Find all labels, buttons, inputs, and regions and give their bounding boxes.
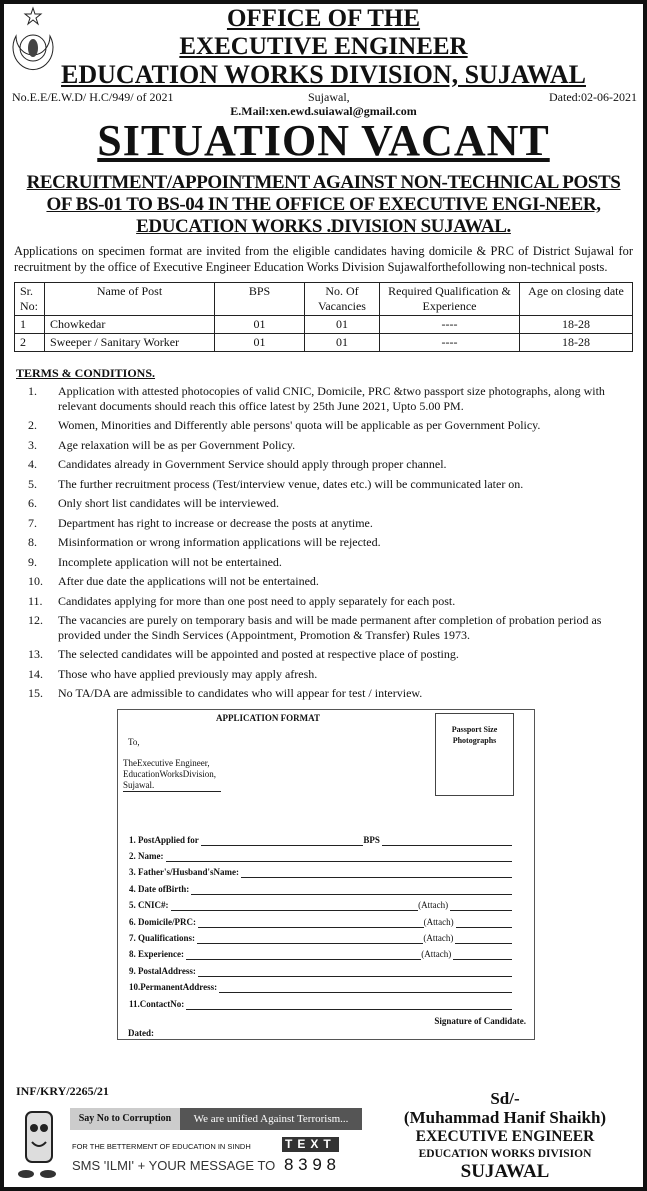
form-title: APPLICATION FORMAT [216,712,320,723]
term-text: Candidates applying for more than one post need to apply separately for each post. [58,593,456,608]
address-line: EducationWorksDivision, [123,768,217,779]
term-item [28,686,633,701]
field-line[interactable] [455,943,512,944]
term-number: 11. [28,593,43,608]
field-line[interactable] [241,877,512,878]
term-item [28,555,633,570]
terrorism-slogan: We are unified Against Terrorism... [180,1108,362,1130]
field-line[interactable] [197,943,423,944]
term-text: Application with attested photocopies of valid CNIC, Domicile, PRC &two passport size photographs, along with relevant documents should reach this office latest by 25th June 2021, Upto 5.00 PM. [58,384,605,413]
term-item [28,594,633,609]
term-text: Those who have applied previously may apply afresh. [58,666,318,681]
term-text: The vacancies are purely on temporary basis and will be made permanent after completion of probation period as provided under the Sindh Services (Appointment, Promotion & Transfer) Rules 1973. [58,613,602,642]
term-number: 9. [28,554,37,569]
cell: ---- [380,334,520,352]
officer-name: (Muhammad Hanif Shaikh) [403,1108,607,1127]
term-text: Only short list candidates will be interviewed. [58,496,279,510]
form-field[interactable] [129,981,512,993]
term-number: 6. [28,496,37,510]
text-label: TEXT [282,1137,339,1152]
form-field[interactable] [129,932,512,944]
cell: 18-28 [520,316,633,334]
form-field[interactable] [129,916,512,928]
table-row [15,316,633,334]
field-line[interactable] [219,992,512,993]
term-number: 2. [28,418,37,432]
term-text: After due date the applications will not be entertained. [58,574,319,588]
field-label: 5. CNIC#: [129,900,169,911]
term-number: 12. [28,613,43,627]
place: Sujawal, [308,90,350,104]
field-line[interactable] [191,894,512,895]
form-field[interactable] [129,948,512,960]
header-line-2: EXECUTIVE ENGINEER [179,33,468,60]
form-field[interactable] [129,965,512,977]
term-item [28,667,633,682]
city: SUJAWAL [460,1161,550,1182]
term-item [28,496,633,511]
letterhead [4,4,643,118]
designation: EXECUTIVE ENGINEER [415,1128,595,1145]
term-item [28,647,633,662]
term-text: Age relaxation will be as per Government Policy. [58,437,296,452]
term-item [28,613,633,642]
field-label: 4. Date ofBirth: [129,883,190,894]
term-number: 10. [28,574,43,588]
form-field[interactable] [129,834,512,846]
term-number: 8. [28,535,37,549]
term-text: The selected candidates will be appointed and posted at respective place of posting. [58,647,459,661]
terms-heading: TERMS & CONDITIONS. [16,366,156,380]
field-label: 3. Father's/Husband'sName: [129,867,240,878]
posts-table [14,282,633,352]
term-item [28,418,633,433]
field-line[interactable] [186,1009,512,1010]
field-label: 8. Experience: [129,949,184,960]
terms-list [28,384,633,701]
date: Dated:02-06-2021 [549,90,637,104]
col-qualification: Required Qualification & Experience [380,283,520,316]
term-text: The further recruitment process (Test/interview venue, dates etc.) will be communicated later on. [58,476,524,491]
cell: 01 [305,316,380,334]
email: E.Mail:xen.ewd.suiawal@gmail.com [230,104,417,118]
header-line-3: EDUCATION WORKS DIVISION, SUJAWAL [61,60,586,89]
cell: 18-28 [520,334,633,352]
field-extra: (Attach) [418,900,449,911]
term-item [28,438,633,453]
col-bps: BPS [215,283,305,316]
cell: 01 [215,334,305,352]
cell: 2 [15,334,45,352]
footer [4,1084,643,1187]
term-text: No TA/DA are admissible to candidates who will appear for test / interview. [58,686,423,700]
term-number: 14. [28,666,43,681]
term-text: Incomplete application will not be entertained. [58,554,282,569]
mascot-icon [14,1104,64,1182]
term-number: 3. [28,437,37,452]
cell: 01 [305,334,380,352]
address-line: Sujawal. [123,780,221,792]
page-title: SITUATION VACANT [97,116,550,165]
field-line[interactable] [201,845,364,846]
field-line[interactable] [166,861,513,862]
betterment-text: FOR THE BETTERMENT OF EDUCATION IN SINDH [72,1142,251,1151]
form-to: To, [128,736,140,747]
field-label: 7. Qualifications: [129,932,196,943]
term-item [28,574,633,589]
col-sr: Sr. No: [15,283,45,316]
form-field[interactable] [129,883,512,895]
address-line: TheExecutive Engineer, [123,757,210,768]
reference-number: No.E.E/E.W.D/ H.C/949/ of 2021 [12,90,174,104]
division: EDUCATION WORKS DIVISION [418,1148,592,1160]
term-text: Candidates already in Government Service should apply through proper channel. [58,457,447,471]
sms-text: SMS 'ILMI' + YOUR MESSAGE TO [72,1158,276,1173]
term-item [28,535,633,550]
term-number: 4. [28,457,37,471]
col-age: Age on closing date [520,283,633,316]
field-line[interactable] [456,927,512,928]
application-format [117,709,535,1040]
term-item [28,457,633,472]
field-label: 6. Domicile/PRC: [129,916,196,927]
field-extra: BPS [363,834,380,845]
term-number: 13. [28,647,43,661]
field-extra: (Attach) [423,932,454,943]
term-item [28,384,633,413]
sd: Sd/- [490,1089,520,1108]
subtitle: RECRUITMENT/APPOINTMENT AGAINST NON-TECHNICAL POSTS OF BS-01 TO BS-04 IN THE OFFICE OF EXECUTIVE ENGI-NEER, EDUCATION WORKS .DIVISION SUJAWAL. [26,172,621,237]
table-row [15,334,633,352]
cell: Sweeper / Sanitary Worker [45,334,215,352]
intro-paragraph: Applications on specimen format are invited from the eligible candidates having domicile & PRC of District Sujawal for recruitment by the office of Executive Engineer Education Works Division Sujawalforthefollowing non-technical posts. [14,244,633,274]
field-extra: (Attach) [421,949,452,960]
form-field[interactable] [129,850,512,862]
cell: Chowkedar [45,316,215,334]
term-text: Women, Minorities and Differently able persons' quota will be applicable as per Government Policy. [58,418,541,432]
field-line[interactable] [186,959,421,960]
field-label: 11.ContactNo: [129,998,185,1009]
form-field[interactable] [129,899,512,911]
form-address [123,758,221,792]
term-item [28,477,633,492]
field-line[interactable] [453,959,512,960]
field-label: 2. Name: [129,850,164,861]
table-header-row [15,283,633,316]
term-text: Misinformation or wrong information applications will be rejected. [58,535,381,549]
field-label: 9. PostalAddress: [129,965,196,976]
cell: 01 [215,316,305,334]
term-item [28,516,633,531]
header-line-1: OFFICE OF THE [226,5,421,32]
col-vacancies: No. Of Vacancies [305,283,380,316]
term-number: 1. [28,384,37,398]
field-line[interactable] [198,976,512,977]
term-text: Department has right to increase or decrease the posts at anytime. [58,515,373,530]
term-number: 15. [28,686,43,700]
field-line[interactable] [198,927,424,928]
field-label: 10.PermanentAddress: [129,982,218,993]
field-line[interactable] [171,910,419,911]
form-field[interactable] [129,866,512,878]
dated-label: Dated: [128,1027,154,1038]
corruption-slogan: Say No to Corruption [70,1108,180,1130]
field-line[interactable] [450,910,512,911]
sms-banner [14,1104,364,1184]
sms-number: 8 3 9 8 [284,1155,336,1174]
field-label: 1. PostApplied for [129,834,199,845]
term-number: 7. [28,515,37,530]
term-number: 5. [28,476,37,491]
signature-label: Signature of Candidate. [434,1015,526,1026]
cell: 1 [15,316,45,334]
col-post: Name of Post [45,283,215,316]
photo-box: Passport Size Photographs [435,713,514,796]
inf-number: INF/KRY/2265/21 [16,1084,109,1098]
cell: ---- [380,316,520,334]
form-field[interactable] [129,998,512,1010]
field-extra: (Attach) [423,916,454,927]
field-line[interactable] [382,845,512,846]
